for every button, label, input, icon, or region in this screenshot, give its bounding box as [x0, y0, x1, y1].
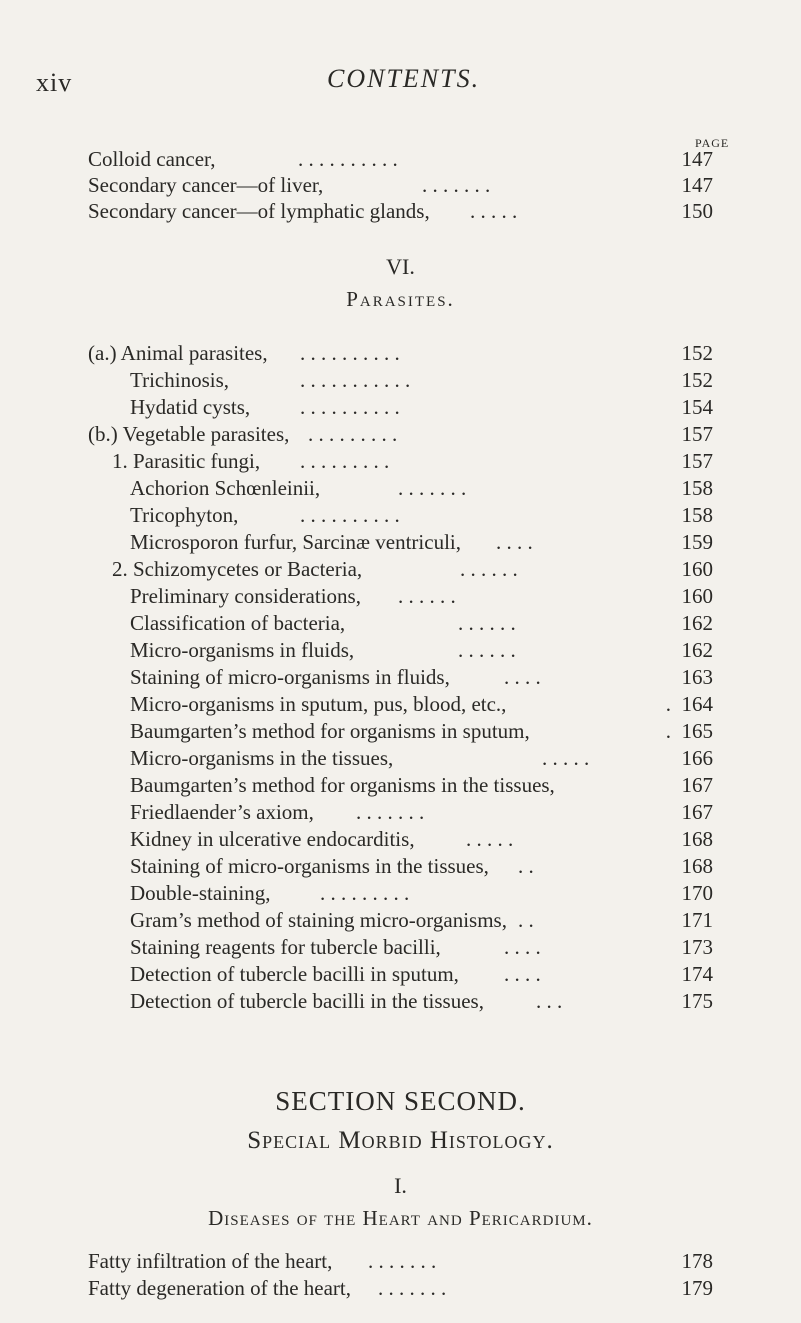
toc-entry [0, 689, 801, 719]
toc-entry-title: 2. Schizomycetes or Bacteria, [112, 557, 363, 581]
toc-page-number: 167 [681, 773, 713, 797]
toc-entry [0, 635, 801, 665]
toc-leader-dots: . . . . . . . . . [320, 881, 410, 905]
toc-page-number: 167 [681, 800, 713, 824]
toc-page-number: 147 [681, 173, 713, 197]
toc-entry-title: 1. Parasitic fungi, [112, 449, 261, 473]
toc-leader-dots: . . . . . . . . . . [300, 341, 400, 365]
toc-entry [0, 905, 801, 935]
toc-entry-title: Staining of micro-organisms in fluids, [130, 665, 450, 689]
toc-entry-title: Micro-organisms in the tissues, [130, 746, 394, 770]
toc-page-number: 179 [681, 1276, 713, 1300]
toc-entry-title: Fatty infiltration of the heart, [88, 1249, 333, 1273]
toc-leader-dots: . . . . [496, 530, 533, 554]
page-folio: xiv [36, 68, 73, 97]
toc-entry-title: Microsporon furfur, Sarcinæ ventriculi, [130, 530, 461, 554]
toc-page-number: 152 [681, 341, 713, 365]
toc-leader-dots: . . . . . . . . . . . [300, 368, 411, 392]
toc-page-number: 160 [681, 584, 713, 608]
toc-leader-dots: . [665, 719, 671, 743]
toc-entry [0, 581, 801, 611]
toc-entry-title: Baumgarten’s method for organisms in the tissues, [130, 773, 555, 797]
toc-leader-dots: . . . . . . [460, 557, 518, 581]
toc-leader-dots: . . . . . . . [398, 476, 467, 500]
toc-page-number: 175 [681, 989, 713, 1013]
toc-page-number: 160 [681, 557, 713, 581]
toc-leader-dots: . . . . . [542, 746, 590, 770]
toc-entry [0, 1246, 801, 1276]
toc-page-number: 162 [681, 611, 713, 635]
toc-entry [0, 770, 801, 800]
toc-page-number: 158 [681, 476, 713, 500]
toc-leader-dots: . . . . . . . . . [300, 449, 390, 473]
toc-entry [0, 608, 801, 638]
toc-leader-dots: . . . . . . [398, 584, 456, 608]
toc-entry [0, 878, 801, 908]
toc-entry-title: Secondary cancer—of lymphatic glands, [88, 199, 430, 223]
toc-leader-dots: . . . . . [466, 827, 514, 851]
toc-entry-title: Preliminary considerations, [130, 584, 361, 608]
toc-leader-dots: . . . . . . . . . . [300, 395, 400, 419]
toc-entry [0, 824, 801, 854]
toc-leader-dots: . . . . [504, 935, 541, 959]
toc-page-number: 159 [681, 530, 713, 554]
toc-entry-title: Trichinosis, [130, 368, 230, 392]
section-title-parasites: Parasites. [346, 287, 455, 311]
toc-leader-dots: . . . . [504, 962, 541, 986]
toc-page-number: 168 [681, 854, 713, 878]
toc-entry-title: Detection of tubercle bacilli in the tissues, [130, 989, 484, 1013]
toc-leader-dots: . . . . . . . . . . [300, 503, 400, 527]
toc-page-number: 178 [681, 1249, 713, 1273]
running-title: CONTENTS. [327, 64, 481, 93]
toc-entry-title: Staining reagents for tubercle bacilli, [130, 935, 441, 959]
chapter-title-heart: Diseases of the Heart and Pericardium. [208, 1206, 593, 1230]
page-column-label: PAGE [695, 136, 730, 150]
toc-entry-title: Hydatid cysts, [130, 395, 251, 419]
toc-entry-title: Micro-organisms in sputum, pus, blood, etc., [130, 692, 507, 716]
toc-leader-dots: . . . . . . . [378, 1276, 447, 1300]
toc-leader-dots: . . . . . . . . . [308, 422, 398, 446]
toc-page-number: 166 [681, 746, 713, 770]
toc-page-number: 163 [681, 665, 713, 689]
toc-entry-title: Kidney in ulcerative endocarditis, [130, 827, 415, 851]
toc-entry [0, 500, 801, 530]
toc-leader-dots: . . . . . . . . . . [298, 147, 398, 171]
toc-leader-dots: . . . [536, 989, 563, 1013]
toc-entry [0, 419, 801, 449]
toc-entry-title: Friedlaender’s axiom, [130, 800, 314, 824]
toc-entry [0, 446, 801, 476]
toc-page-number: 174 [681, 962, 713, 986]
toc-leader-dots: . . . . . . . [422, 173, 491, 197]
toc-entry-title: Baumgarten’s method for organisms in sputum, [130, 719, 530, 743]
toc-entry-title: (b.) Vegetable parasites, [88, 422, 290, 446]
toc-entry [0, 527, 801, 557]
toc-entry-title: Secondary cancer—of liver, [88, 173, 324, 197]
toc-entry-title: Classification of bacteria, [130, 611, 346, 635]
toc-entry-title: Tricophyton, [130, 503, 239, 527]
toc-page-number: 164 [681, 692, 713, 716]
toc-entry [0, 473, 801, 503]
toc-entry [0, 716, 801, 746]
toc-entry [0, 392, 801, 422]
toc-entry-title: Detection of tubercle bacilli in sputum, [130, 962, 459, 986]
toc-entry [0, 797, 801, 827]
toc-page-number: 171 [681, 908, 713, 932]
toc-entry [0, 932, 801, 962]
toc-page-number: 168 [681, 827, 713, 851]
toc-entry-title: Double-staining, [130, 881, 271, 905]
toc-entry [0, 365, 801, 395]
toc-entry-title: Gram’s method of staining micro-organisms, [130, 908, 507, 932]
toc-leader-dots: . . . . . [470, 199, 518, 223]
toc-page-number: 157 [681, 449, 713, 473]
toc-page-number: 157 [681, 422, 713, 446]
toc-entry-title: Achorion Schœnleinii, [130, 476, 321, 500]
toc-page-number: 150 [681, 199, 713, 223]
toc-entry-title: Fatty degeneration of the heart, [88, 1276, 351, 1300]
toc-entry [0, 743, 801, 773]
toc-page-number: 162 [681, 638, 713, 662]
toc-leader-dots: . . [518, 854, 534, 878]
section-numeral-vi: VI. [386, 254, 415, 279]
section-subtitle-special-histology: Special Morbid Histology. [247, 1127, 554, 1154]
toc-entry [0, 662, 801, 692]
toc-page-number: 173 [681, 935, 713, 959]
toc-entry [0, 338, 801, 368]
toc-entry [0, 959, 801, 989]
toc-leader-dots: . . . . . . . [356, 800, 425, 824]
toc-entry [0, 851, 801, 881]
toc-leader-dots: . . . . . . [458, 611, 516, 635]
toc-page-number: 147 [681, 147, 713, 171]
toc-entry-title: Colloid cancer, [88, 147, 216, 171]
toc-leader-dots: . . . . . . [458, 638, 516, 662]
toc-page-number: 170 [681, 881, 713, 905]
section-heading-second: SECTION SECOND. [275, 1086, 526, 1116]
toc-page-number: 165 [681, 719, 713, 743]
toc-entry [0, 1273, 801, 1303]
toc-entry-title: Micro-organisms in fluids, [130, 638, 355, 662]
toc-leader-dots: . . [518, 908, 534, 932]
toc-entry [0, 986, 801, 1016]
chapter-numeral-i: I. [394, 1173, 407, 1198]
toc-entry-title: (a.) Animal parasites, [88, 341, 268, 365]
toc-entry [0, 554, 801, 584]
toc-leader-dots: . . . . . . . [368, 1249, 437, 1273]
toc-leader-dots: . [665, 692, 671, 716]
toc-leader-dots: . . . . [504, 665, 541, 689]
toc-entry-title: Staining of micro-organisms in the tissues, [130, 854, 489, 878]
toc-page-number: 158 [681, 503, 713, 527]
toc-entry [0, 196, 801, 226]
toc-page-number: 154 [681, 395, 713, 419]
toc-page-number: 152 [681, 368, 713, 392]
